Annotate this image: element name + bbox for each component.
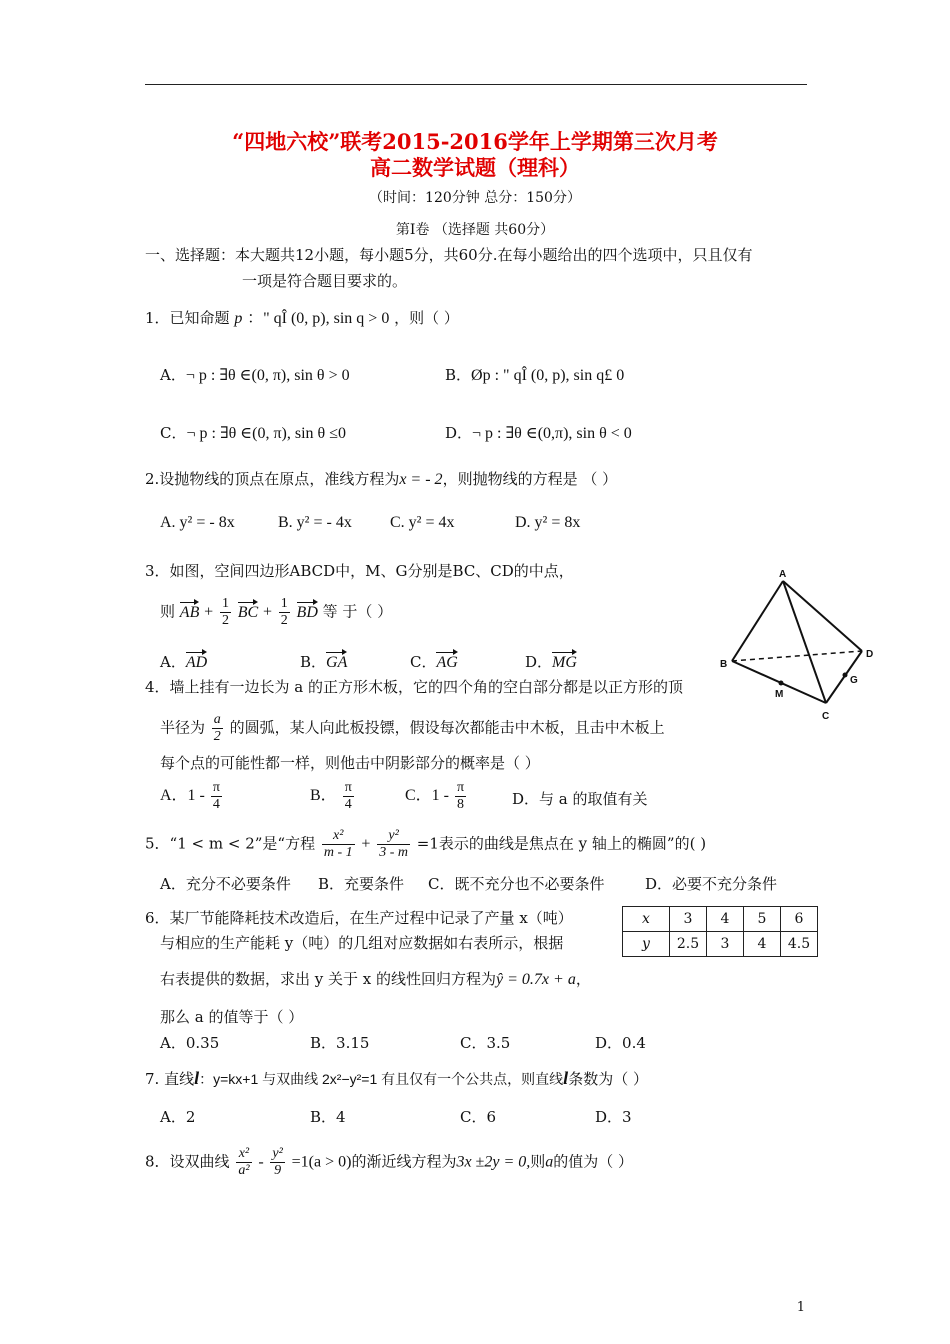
q3-half-1-num: 1 [221, 596, 229, 611]
q5-option-b[interactable]: B．充要条件 [318, 875, 405, 893]
q2-stem-prefix: 2.设抛物线的顶点在原点，准线方程为 [145, 470, 400, 488]
q7-option-c[interactable]: C．6 [460, 1108, 497, 1126]
q3-option-c-label: C． [410, 653, 437, 671]
table-cell: 3 [670, 907, 707, 932]
q4-line2-suffix: 的圆弧，某人向此板投镖，假设每次都能击中木板，且击中木板上 [229, 718, 665, 737]
q4-option-a-label: A．1 - [160, 787, 205, 805]
q2-option-a[interactable]: A. y² = - 8x [160, 514, 235, 531]
label-g: G [850, 675, 858, 686]
q3-vector-bd: BD [297, 600, 318, 622]
table-row-y [623, 932, 818, 957]
q5-fraction-2 [377, 828, 410, 861]
q5-option-d[interactable]: D．必要不充分条件 [645, 875, 778, 893]
q3-option-a[interactable] [160, 650, 207, 672]
q4-option-a-den: 4 [212, 797, 220, 812]
q2-stem-math: x = - 2 [399, 471, 443, 488]
q4-option-a-fraction [211, 780, 222, 813]
point-g [843, 673, 848, 678]
q8-variable-a: a [545, 1153, 554, 1171]
table-cell: 6 [781, 907, 818, 932]
q5-fraction-2-den: 3 - m [379, 845, 409, 860]
q7-stem-mid: ：y=kx+1 与双曲线 2x²−y²=1 有且仅有一个公共点，则直线 [199, 1071, 564, 1087]
q4-option-c-label: C．1 - [405, 787, 450, 805]
q4-option-b-den: 4 [344, 797, 352, 812]
table-cell: 5 [744, 907, 781, 932]
q1-option-d[interactable] [445, 422, 632, 443]
label-b: B [720, 659, 728, 670]
q3-expression [160, 596, 392, 629]
table-header-y: y [623, 932, 670, 957]
tetrahedron-figure [718, 565, 878, 723]
q5-stem-prefix: 5．“1 < m < 2”是“方程 [145, 834, 316, 853]
q7-option-d[interactable]: D．3 [595, 1108, 632, 1126]
table-cell: 2.5 [670, 932, 707, 957]
q2-option-b[interactable]: B. y² = - 4x [278, 514, 352, 531]
q7-option-b[interactable]: B．4 [310, 1108, 346, 1126]
q8-minus: - [258, 1153, 264, 1171]
section-instructions-cont: 一项是符合题目要求的。 [242, 272, 408, 290]
q6-line3-suffix: ， [575, 970, 591, 988]
q8-fraction-1-den: a² [238, 1163, 250, 1178]
q8-fraction-1-num: x² [236, 1146, 251, 1163]
q4-option-b[interactable] [310, 780, 356, 813]
q3-plus-2: + [262, 603, 272, 621]
q3-plus-1: + [204, 603, 214, 621]
q3-option-d-vector: MG [552, 650, 577, 672]
page-number: 1 [796, 1300, 805, 1315]
q1-option-a[interactable] [160, 364, 350, 385]
q6-option-b[interactable]: B．3.15 [310, 1034, 370, 1052]
q3-option-d[interactable] [525, 650, 577, 672]
q1-stem [145, 305, 459, 328]
q5-stem-suffix: =1表示的曲线是焦点在 y 轴上的椭圆”的( ) [416, 834, 707, 853]
q6-stem-line2: 与相应的生产能耗 y（吨）的几组对应数据如右表所示，根据 [160, 934, 564, 952]
q4-option-c[interactable] [405, 780, 468, 813]
q8-stem-mid: 的渐近线方程为 [351, 1152, 457, 1171]
q4-option-a[interactable] [160, 780, 224, 813]
part-title: 第Ⅰ卷 （选择题 共60分） [395, 222, 555, 238]
q3-option-b-vector: GA [326, 650, 347, 672]
q5-fraction-1 [322, 828, 355, 861]
q7-line-symbol-2: l [563, 1068, 569, 1088]
q8-stem [145, 1146, 633, 1179]
q3-half-2-num: 1 [280, 596, 288, 611]
q8-asymptote: 3x ±2y = 0, [456, 1153, 531, 1171]
q2-stem-suffix: ，则抛物线的方程是 （ ） [442, 470, 618, 488]
table-cell: 3 [707, 932, 744, 957]
table-header-x: x [623, 907, 670, 932]
q3-half-1-den: 2 [221, 613, 229, 628]
q3-stem: 3．如图，空间四边形ABCD中，M、G分别是BC、CD的中点， [145, 562, 574, 580]
q8-fraction-2-den: 9 [274, 1163, 282, 1178]
q1-option-c-label: C． [160, 424, 187, 442]
q6-option-c[interactable]: C．3.5 [460, 1034, 511, 1052]
edge-ab [732, 581, 783, 661]
q4-radius-fraction [212, 712, 223, 745]
q4-option-b-label: B． [310, 787, 337, 805]
label-c: C [822, 711, 830, 722]
q8-suffix-prefix: 则 [530, 1152, 546, 1171]
q3-expr-prefix: 则 [160, 602, 176, 621]
point-m [779, 681, 784, 686]
q4-radius-den: 2 [213, 729, 221, 744]
q2-option-c[interactable]: C. y² = 4x [390, 514, 455, 531]
q1-option-c-text: ¬ p : ∃θ ∈(0, π), sin θ ≤0 [186, 425, 346, 442]
q5-plus: + [361, 835, 371, 853]
q5-stem [145, 828, 706, 861]
q3-option-b[interactable] [300, 650, 347, 672]
q5-option-c[interactable]: C．既不充分也不必要条件 [428, 875, 605, 893]
exam-title: “四地六校”联考2015-2016学年上学期第三次月考 [232, 129, 718, 154]
q4-line2-prefix: 半径为 [160, 718, 206, 737]
q8-fraction-1 [236, 1146, 251, 1179]
q3-option-b-label: B． [300, 653, 327, 671]
q4-option-c-fraction [455, 780, 466, 813]
table-cell: 4 [707, 907, 744, 932]
q4-option-a-num: π [212, 780, 220, 795]
q5-fraction-1-num: x² [322, 828, 355, 845]
q8-stem-suffix: 的值为（ ） [553, 1152, 634, 1171]
label-m: M [775, 689, 784, 700]
q5-fraction-1-den: m - 1 [323, 845, 353, 860]
q1-option-d-label: D． [445, 424, 473, 442]
q6-stem-line3 [160, 968, 591, 989]
q1-stem-body: ：" qÎ (0, p), sin q > 0 [247, 310, 390, 327]
q3-option-c-vector: AG [436, 650, 457, 672]
q4-stem-line2 [160, 712, 665, 745]
table-cell: 4 [744, 932, 781, 957]
q1-option-d-text: ¬ p : ∃θ ∈(0,π), sin θ < 0 [472, 425, 632, 442]
q7-line-symbol-1: l [194, 1068, 200, 1088]
q3-half-1 [220, 596, 231, 629]
q4-option-c-den: 8 [457, 797, 465, 812]
q1-option-a-label: A． [160, 366, 186, 384]
q4-option-d[interactable]: D．与 a 的取值有关 [512, 790, 648, 808]
q1-stem-p: p [234, 310, 243, 327]
q1-option-b[interactable] [445, 364, 624, 385]
q1-option-c[interactable] [160, 422, 346, 443]
q3-half-2 [279, 596, 290, 629]
q1-stem-prefix: 1．已知命题 [145, 309, 230, 327]
q1-stem-suffix: ，则（ ） [394, 309, 459, 327]
q7-stem-prefix: 7. 直线 [145, 1070, 195, 1088]
label-a: A [779, 569, 787, 580]
q3-option-a-label: A． [160, 653, 186, 671]
q6-stem-line1: 6．某厂节能降耗技术改造后，在生产过程中记录了产量 x（吨） [145, 909, 573, 927]
q3-expr-suffix: 等 于（ ） [322, 602, 393, 621]
q7-option-a[interactable]: A．2 [160, 1108, 196, 1126]
q6-option-a[interactable]: A．0.35 [160, 1034, 220, 1052]
q6-data-table [622, 906, 818, 957]
q3-half-2-den: 2 [280, 613, 288, 628]
q3-vector-ab: AB [180, 600, 200, 622]
q1-option-b-text: Øp : " qÎ (0, p), sin q£ 0 [471, 367, 625, 384]
q3-option-c[interactable] [410, 650, 458, 672]
table-row-x [623, 907, 818, 932]
exam-subtitle: 高二数学试题（理科） [370, 155, 580, 180]
q8-condition: =1(a > 0) [291, 1153, 352, 1171]
table-cell: 4.5 [781, 932, 818, 957]
q4-option-b-fraction [343, 780, 354, 813]
q7-stem [145, 1068, 648, 1089]
q6-stem-line4: 那么 a 的值等于（ ） [160, 1008, 304, 1026]
top-rule [145, 84, 807, 85]
q4-option-c-num: π [457, 780, 465, 795]
q8-fraction-2 [270, 1146, 284, 1179]
q8-stem-prefix: 8．设双曲线 [145, 1152, 230, 1171]
q6-option-d[interactable]: D．0.4 [595, 1034, 646, 1052]
q8-fraction-2-num: y² [272, 1146, 283, 1161]
q4-radius-num: a [213, 712, 221, 727]
q4-stem-line1: 4．墙上挂有一边长为 a 的正方形木板，它的四个角的空白部分都是以正方形的顶 [145, 678, 684, 696]
q2-stem [145, 468, 617, 489]
section-instructions: 一、选择题：本大题共12小题，每小题5分，共60分.在每小题给出的四个选项中，只且仅有 [145, 246, 753, 264]
q6-line3-prefix: 右表提供的数据，求出 y 关于 x 的线性回归方程为 [160, 970, 497, 988]
label-d: D [866, 649, 874, 660]
q1-option-a-text: ¬ p : ∃θ ∈(0, π), sin θ > 0 [185, 367, 350, 384]
q3-option-d-label: D． [525, 653, 553, 671]
q3-vector-bc: BC [238, 600, 258, 622]
q3-option-a-vector: AD [186, 650, 207, 672]
q6-regression-equation: ŷ = 0.7x + a [496, 971, 576, 988]
q5-fraction-2-num: y² [377, 828, 410, 845]
time-info: （时间：120分钟 总分：150分） [369, 190, 581, 206]
q4-option-b-num: π [344, 780, 352, 795]
q5-option-a[interactable]: A．充分不必要条件 [160, 875, 291, 893]
q7-stem-suffix: 条数为（ ） [568, 1070, 648, 1088]
edge-bd-hidden [732, 651, 862, 661]
q1-option-b-label: B． [445, 366, 472, 384]
q2-option-d[interactable]: D. y² = 8x [515, 514, 581, 531]
q4-stem-line3: 每个点的可能性都一样，则他击中阴影部分的概率是（ ） [160, 754, 540, 772]
